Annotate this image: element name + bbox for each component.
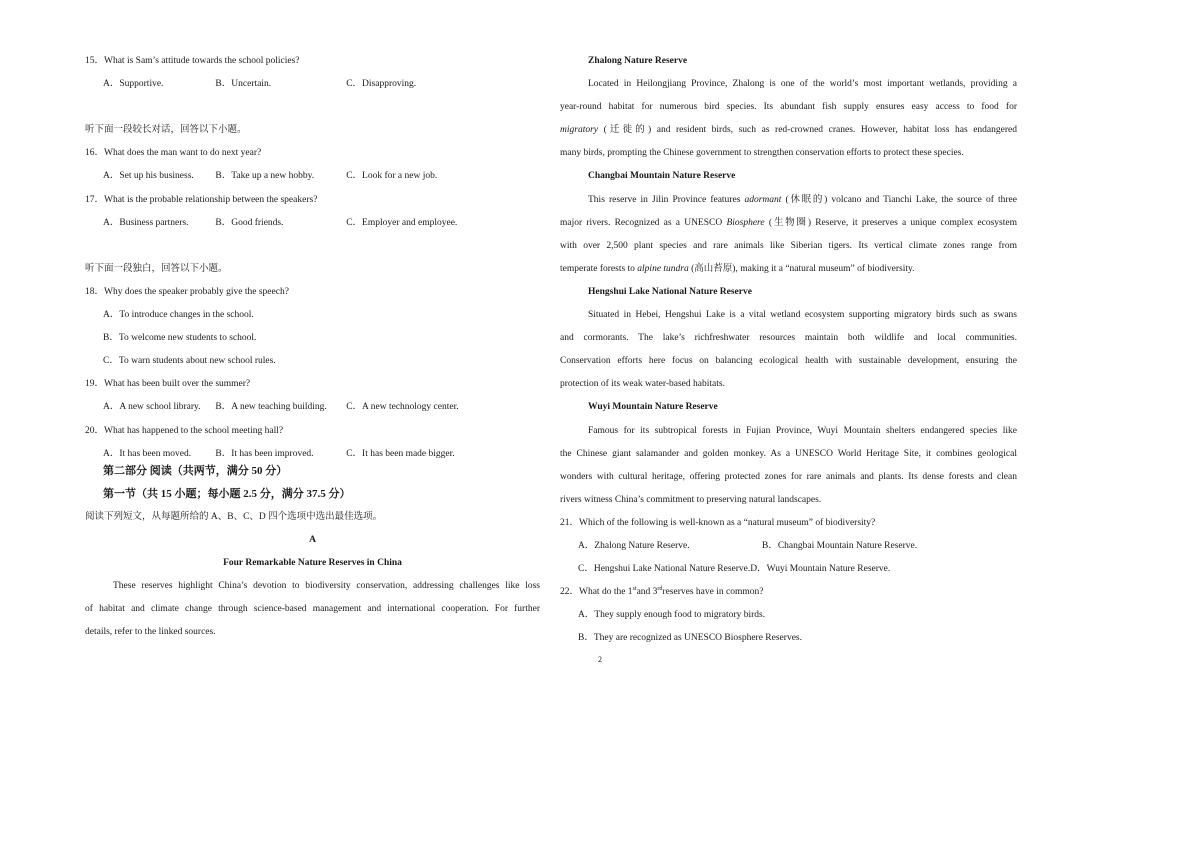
hengshui-line-3: Conservation efforts here focus on balancing ecological health with sustainable development, ensuring the [560, 356, 1017, 367]
wuyi-line-2: the Chinese giant salamander and golden monkey. As a UNESCO World Heritage Site, it combines geological [560, 448, 1017, 459]
question-17-options [85, 212, 540, 235]
option: C．Look for a new job. [346, 171, 438, 182]
right-column [560, 50, 1017, 650]
part-2-title: 第二部分 阅读（共两节，满分 50 分） [103, 464, 288, 477]
option: A．Set up his business. [103, 171, 194, 182]
option: B．Good friends. [215, 217, 284, 228]
question-19-options [85, 396, 540, 419]
changbai-line-2: major rivers. Recognized as a UNESCO Biosphere (生物圈) Reserve, it preserves a unique complex ecosystem [560, 217, 1017, 228]
question-15-options [85, 73, 540, 96]
question-21-stem: 21．Which of the following is well-known as a “natural museum” of biodiversity? [560, 517, 876, 528]
changbai-title: Changbai Mountain Nature Reserve [588, 171, 736, 182]
left-column [85, 50, 540, 644]
wuyi-title: Wuyi Mountain Nature Reserve [588, 402, 718, 413]
question-22-stem: 22．What do the 1stand 3rdreserves have in common? [560, 586, 764, 598]
wuyi-line-4: rivers witness China’s commitment to preserving natural landscapes. [560, 494, 822, 505]
wuyi-line-1: Famous for its subtropical forests in Fujian Province, Wuyi Mountain shelters endangered species like [588, 425, 1017, 436]
zhalong-line-2: year-round habitat for numerous bird species. Its abundant fish supply ensures easy access to food for [560, 102, 1017, 113]
zhalong-line-4: many birds, prompting the Chinese government to strengthen conservation efforts to protect these species. [560, 148, 964, 159]
hengshui-title: Hengshui Lake National Nature Reserve [588, 286, 752, 297]
changbai-line-4: temperate forests to alpine tundra (高山苔原), making it a “natural museum” of biodiversity. [560, 263, 915, 274]
passage-letter: A [309, 534, 316, 545]
option: A．Business partners. [103, 217, 189, 228]
option: C．To warn students about new school rules. [103, 356, 276, 367]
option: B．It has been improved. [215, 448, 314, 459]
zhalong-title: Zhalong Nature Reserve [588, 56, 688, 66]
option: B．They are recognized as UNESCO Biosphere Reserves. [578, 633, 802, 644]
hengshui-line-4: protection of its weak water-based habitats. [560, 379, 725, 390]
option: C．It has been made bigger. [346, 448, 455, 459]
intro-line-2: of habitat and climate change through science-based management and international cooperation. For further [85, 604, 540, 615]
hengshui-line-2: and cormorants. The lake’s richfreshwater resources maintain both wildlife and local communities. [560, 333, 1017, 344]
intro-line-1: These reserves highlight China’s devotion to biodiversity conservation, addressing challenges like loss [113, 581, 540, 592]
section-1-title: 第一节（共 15 小题；每小题 2.5 分，满分 37.5 分） [103, 487, 351, 500]
option: A．A new school library. [103, 402, 201, 413]
option: A．Supportive. [103, 79, 164, 90]
option: C．Employer and employee. [346, 217, 458, 228]
question-20-stem: 20．What has happened to the school meeting hall? [85, 425, 284, 436]
option: C．Disapproving. [346, 79, 417, 90]
option: A．Zhalong Nature Reserve. [578, 540, 690, 551]
option: C．A new technology center. [346, 402, 459, 413]
question-19-stem: 19．What has been built over the summer? [85, 379, 251, 390]
changbai-line-3: with over 2,500 plant species and rare animals like Siberian tigers. Its vertical climate zones range from [560, 240, 1017, 251]
question-17-stem: 17．What is the probable relationship between the speakers? [85, 194, 318, 205]
question-18-stem: 18．Why does the speaker probably give the speech? [85, 286, 289, 297]
question-16-options [85, 165, 540, 188]
monologue-instruction: 听下面一段独白，回答以下小题。 [85, 263, 228, 274]
reading-instruction: 阅读下列短文，从每题所给的 A、B、C、D 四个选项中选出最佳选项。 [85, 511, 383, 522]
question-16-stem: 16．What does the man want to do next year? [85, 148, 262, 159]
zhalong-line-3: migratory (迁徙的) and resident birds, such as red-crowned cranes. However, habitat loss has endangered [560, 125, 1017, 136]
dialogue-instruction: 听下面一段较长对话，回答以下小题。 [85, 125, 247, 136]
hengshui-line-1: Situated in Hebei, Hengshui Lake is a vital wetland ecosystem supporting migratory birds such as swans [588, 310, 1017, 321]
intro-line-3: details, refer to the linked sources. [85, 627, 216, 638]
term-adormant: adormant [744, 194, 782, 205]
term-migratory: migratory [560, 125, 598, 136]
term-alpine-tundra: alpine tundra [637, 263, 689, 274]
option: B．Uncertain. [215, 79, 272, 90]
zhalong-line-1: Located in Heilongjiang Province, Zhalong is one of the world’s most important wetlands, providing a [588, 79, 1017, 90]
option: A．They supply enough food to migratory birds. [578, 610, 766, 621]
passage-title: Four Remarkable Nature Reserves in China [223, 558, 402, 569]
wuyi-line-3: wonders with cultural heritage, offering protected zones for rare animals and plants. Its dense forests and clean [560, 471, 1017, 482]
question-21-options-ab [560, 535, 1017, 558]
option: A．To introduce changes in the school. [103, 310, 254, 321]
question-21-options-cd: C．Hengshui Lake National Nature Reserve.D．Wuyi Mountain Nature Reserve. [578, 564, 891, 575]
option: A．It has been moved. [103, 448, 192, 459]
term-biosphere: Biosphere [726, 217, 765, 228]
page-number: 2 [598, 655, 602, 664]
option: B．To welcome new students to school. [103, 333, 257, 344]
option: B．Take up a new hobby. [215, 171, 315, 182]
changbai-line-1: This reserve in Jilin Province features adormant (休眠的) volcano and Tianchi Lake, the source of three [588, 194, 1017, 205]
question-15-stem: 15．What is Sam’s attitude towards the school policies? [85, 56, 300, 66]
option: B．Changbai Mountain Nature Reserve. [762, 540, 918, 551]
option: B．A new teaching building. [215, 402, 327, 413]
